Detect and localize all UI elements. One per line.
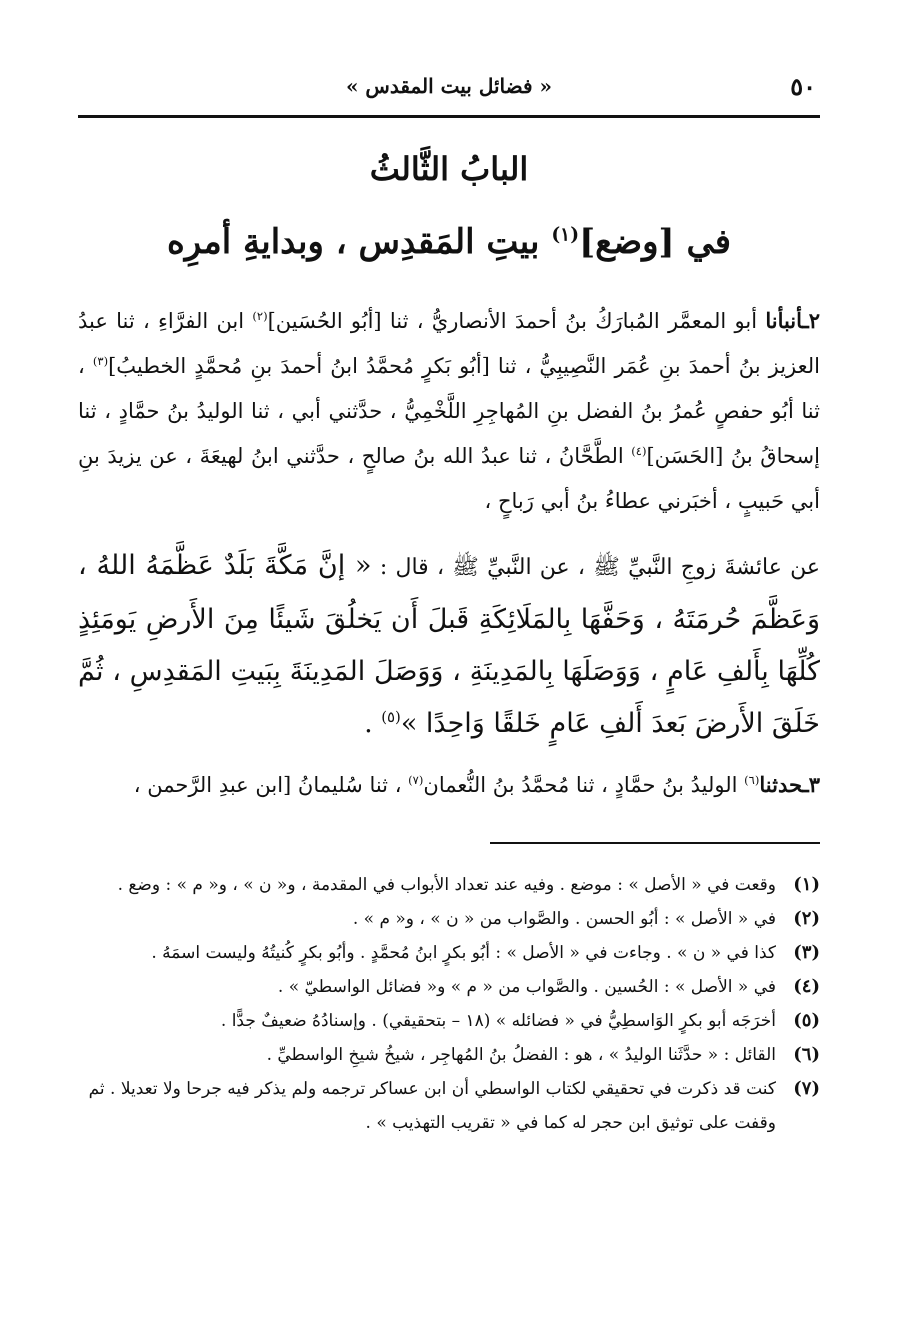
footnote-item [78, 902, 820, 936]
footnote-item [78, 1072, 820, 1140]
isnad-text: ، ثنا أبُو حفصٍ عُمرُ بنُ الفضل بنِ المُهاجِرِ اللَّخْمِيُّ ، حدَّثني أبي ، ثنا الوليدُ بنُ حمَّادٍ ، ثنا إسحاقُ بنُ [الحَسَن] [78, 354, 820, 468]
footnote-number: (٥) [793, 1010, 820, 1031]
page-number: ٥٠ [790, 72, 816, 101]
chapter-title: البابُ الثَّالثُ [369, 150, 529, 188]
footnote-ref: (٢) [252, 309, 268, 323]
footnote-text: أخرَجَه أبو بكرٍ الوَاسطِيُّ في « فضائله » (١٨ – بتحقيقي) . وإسنادُهُ ضعيفٌ جدًّا . [220, 1011, 776, 1031]
footnote-ref: (٧) [408, 773, 424, 787]
footnote-number: (١) [793, 874, 820, 895]
book-page [78, 0, 820, 1319]
footnote-item [78, 936, 820, 970]
hadith-number: ٣ـ [802, 772, 820, 797]
footnote-number: (٣) [793, 942, 820, 963]
footnote-number: (٢) [793, 908, 820, 929]
footnote-item [78, 1038, 820, 1072]
matn-end: . [364, 708, 382, 739]
matn-text: « إنَّ مَكَّةَ بَلَدٌ عَظَّمَهُ اللهُ ، وَعَظَّمَ حُرمَتَهُ ، وَحَفَّهَا بِالمَلَائِكَةِ قَبلَ أَن يَخلُقَ شَيئًا مِنَ الأَرضِ يَومَئِذٍ كُلِّهَا بِأَلفِ عَامٍ ، وَوَصَلَهَا بِالمَدِينَةِ ، وَوَصَلَ المَدِينَةَ بِبَيتِ المَقدِسِ ، ثُمَّ خَلَقَ الأَرضَ بَعدَ أَلفِ عَامٍ خَلقًا وَاحِدًا » [78, 550, 820, 739]
isnad-text: أبو المعمَّر المُبارَكُ بنُ أحمدَ الأنصاريُّ ، ثنا [أبُو الحُسَين] [267, 309, 766, 333]
footnote-ref: (٣) [92, 354, 109, 368]
footnote-number: (٧) [793, 1078, 820, 1099]
matn-intro: عن عائشةَ زوجِ النَّبيِّ ﷺ ، عن النَّبيِّ ﷺ ، قال : [371, 555, 820, 580]
footnote-text: في « الأصل » : أبُو الحسن . والصَّواب من « ن » ، و« م » . [352, 909, 776, 929]
subtitle-before: في [وضع] [579, 222, 732, 262]
hadith-number: ٢ـ [802, 308, 820, 333]
footnote-number: (٤) [793, 976, 820, 997]
hadith-2-matn [78, 540, 820, 750]
footnote-text: كذا في « ن » . وجاءت في « الأصل » : أبُو بكرٍ ابنُ مُحمَّدٍ . وأبُو بكرٍ كُنيتُهُ وليست اسمَهُ . [151, 943, 776, 963]
footnote-ref: (١) [551, 223, 580, 246]
footnote-text: القائل : « حدَّثَنا الوليدُ » ، هو : الفضلُ بنُ المُهاجِر ، شيخُ شيخِ الواسطيِّ . [266, 1045, 776, 1065]
header-rule [78, 115, 820, 118]
footnote-text: وقعت في « الأصل » : موضع . وفيه عند تعداد الأبواب في المقدمة ، و« ن » ، و« م » : وضع . [117, 875, 776, 895]
running-title: « فضائل بيت المقدس » [345, 74, 553, 98]
footnote-item [78, 970, 820, 1004]
footnote-item [78, 868, 820, 902]
footnote-ref: (٦) [744, 773, 760, 787]
footnote-ref: (٤) [631, 444, 647, 458]
running-header [78, 72, 820, 106]
footnotes-list [78, 868, 820, 1140]
hadith-lead: حدثنا [759, 772, 803, 797]
hadith-2-isnad [78, 298, 820, 524]
footnote-separator [490, 842, 820, 844]
isnad-text: الطَّحَّانُ ، ثنا عبدُ الله بنُ صالحٍ ، حدَّثني ابنُ لهيعَةَ ، عن يزيدَ بنِ أبي حَبيبٍ ، أخبَرني عطاءُ بنُ أبي رَباحٍ ، [78, 444, 820, 513]
isnad-text: الوليدُ بنُ حمَّادٍ ، ثنا مُحمَّدُ بنُ النُّعمان [423, 773, 745, 797]
hadith-lead: أنبأنا [765, 308, 803, 333]
hadith-3-isnad [78, 762, 820, 808]
isnad-text: ، ثنا سُليمانُ [ابن عبدِ الرَّحمن ، [133, 773, 409, 797]
footnote-ref: (٥) [381, 708, 401, 726]
footnote-text: في « الأصل » : الحُسين . والصَّواب من « م » و« فضائل الواسطيّ » . [277, 977, 776, 997]
chapter-subtitle [78, 222, 820, 262]
footnote-text: كنت قد ذكرت في تحقيقي لكتاب الواسطي أن ابن عساكر ترجمه ولم يذكر فيه جرحا ولا تعديلا . ثم وقفت على توثيق ابن حجر له كما في « تقريب التهذيب » . [88, 1079, 776, 1133]
isnad-text: ابن الفرَّاءِ ، ثنا عبدُ العزيز بنُ أحمدَ بنِ عُمَر النَّصِيبِيُّ ، ثنا [أبُو بَكرٍ مُحمَّدُ ابنُ أحمدَ بنِ مُحمَّدٍ الخطيبُ] [78, 309, 820, 378]
footnote-item [78, 1004, 820, 1038]
footnote-number: (٦) [793, 1044, 820, 1065]
subtitle-after: بيتِ المَقدِس ، وبدايةِ أمرِه [166, 222, 552, 262]
